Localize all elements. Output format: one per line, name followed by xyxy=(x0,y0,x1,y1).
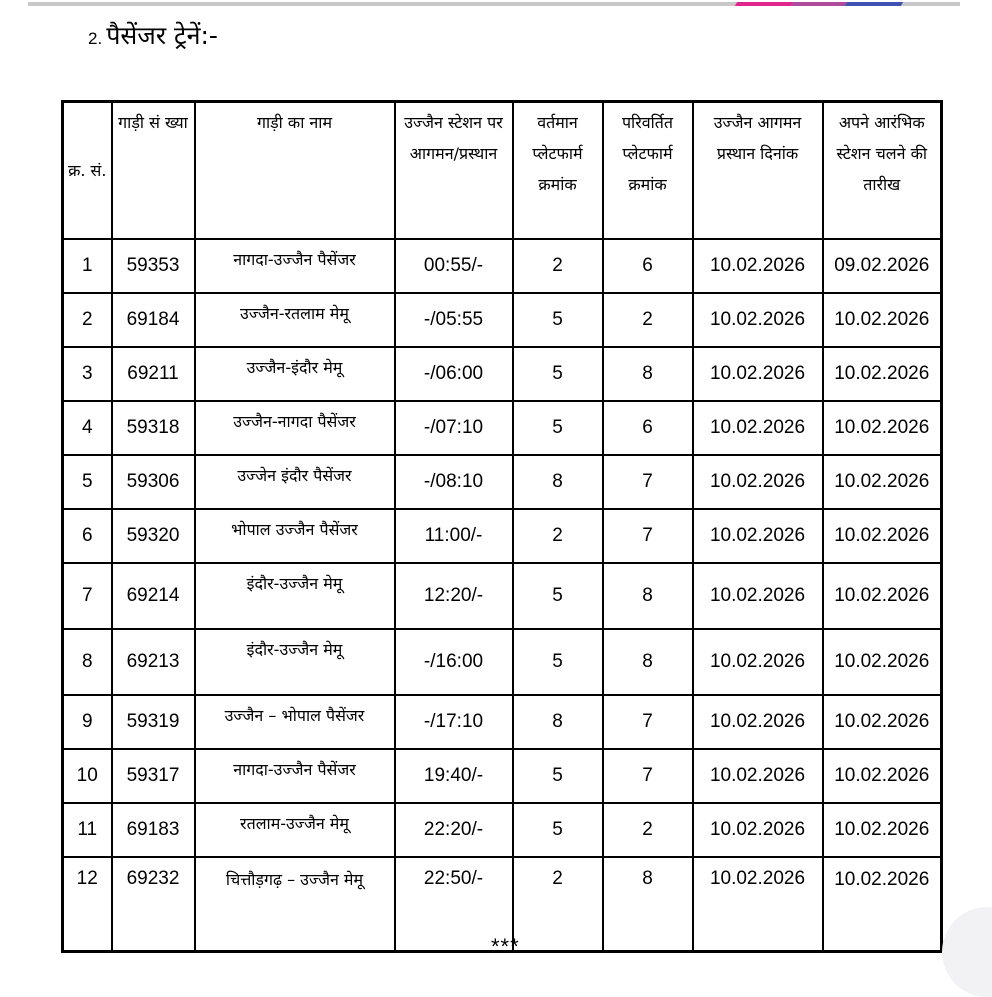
cell-train-number: 59317 xyxy=(112,749,195,803)
cell-changed-platform: 8 xyxy=(603,347,693,401)
cell-time: -/17:10 xyxy=(395,695,513,749)
cell-changed-platform: 6 xyxy=(603,239,693,293)
cell-time: 19:40/- xyxy=(395,749,513,803)
cell-current-platform: 5 xyxy=(513,293,603,347)
cell-time: 00:55/- xyxy=(395,239,513,293)
cell-time: -/08:10 xyxy=(395,455,513,509)
cell-origin-date: 10.02.2026 xyxy=(823,455,942,509)
corner-decoration xyxy=(942,907,992,997)
header-train-number: गाड़ी सं ख्या xyxy=(112,102,195,240)
cell-train-number: 59353 xyxy=(112,239,195,293)
cell-changed-platform: 8 xyxy=(603,563,693,629)
cell-time: -/06:00 xyxy=(395,347,513,401)
cell-current-platform: 5 xyxy=(513,803,603,857)
table-row xyxy=(63,347,942,401)
cell-time: 22:50/- xyxy=(395,857,513,952)
header-accent-blue xyxy=(845,2,903,6)
cell-train-name: इंदौर-उज्जैन मेमू xyxy=(195,563,395,629)
cell-train-number: 59320 xyxy=(112,509,195,563)
cell-time: 11:00/- xyxy=(395,509,513,563)
cell-train-name: नागदा-उज्जैन पैसेंजर xyxy=(195,749,395,803)
cell-current-platform: 2 xyxy=(513,239,603,293)
header-accent-purple xyxy=(791,2,847,6)
cell-train-name: नागदा-उज्जैन पैसेंजर xyxy=(195,239,395,293)
cell-changed-platform: 6 xyxy=(603,401,693,455)
cell-train-number: 59319 xyxy=(112,695,195,749)
cell-train-number: 59318 xyxy=(112,401,195,455)
cell-origin-date: 10.02.2026 xyxy=(823,401,942,455)
cell-time: 22:20/- xyxy=(395,803,513,857)
cell-origin-date: 10.02.2026 xyxy=(823,509,942,563)
cell-origin-date: 10.02.2026 xyxy=(823,803,942,857)
cell-origin-date: 10.02.2026 xyxy=(823,695,942,749)
section-number: 2. xyxy=(88,29,103,48)
cell-time: -/16:00 xyxy=(395,629,513,695)
table-row xyxy=(63,803,942,857)
table-row xyxy=(63,563,942,629)
cell-sr: 1 xyxy=(63,239,112,293)
table-row xyxy=(63,239,942,293)
cell-ujjain-date: 10.02.2026 xyxy=(693,629,823,695)
cell-time: -/07:10 xyxy=(395,401,513,455)
table-row xyxy=(63,293,942,347)
cell-changed-platform: 2 xyxy=(603,293,693,347)
cell-sr: 8 xyxy=(63,629,112,695)
cell-train-name: रतलाम-उज्जैन मेमू xyxy=(195,803,395,857)
cell-train-name: उज्जैन-इंदौर मेमू xyxy=(195,347,395,401)
table-row xyxy=(63,401,942,455)
cell-current-platform: 5 xyxy=(513,749,603,803)
cell-origin-date: 10.02.2026 xyxy=(823,563,942,629)
cell-ujjain-date: 10.02.2026 xyxy=(693,803,823,857)
end-marker: *** xyxy=(491,934,520,959)
cell-sr: 2 xyxy=(63,293,112,347)
section-title: पैसेंजर ट्रेनें:- xyxy=(106,21,218,50)
cell-sr: 9 xyxy=(63,695,112,749)
cell-train-number: 69214 xyxy=(112,563,195,629)
cell-train-number: 69183 xyxy=(112,803,195,857)
cell-origin-date: 10.02.2026 xyxy=(823,749,942,803)
cell-changed-platform: 7 xyxy=(603,455,693,509)
cell-current-platform: 8 xyxy=(513,455,603,509)
cell-train-number: 69232 xyxy=(112,857,195,952)
cell-ujjain-date: 10.02.2026 xyxy=(693,695,823,749)
cell-train-number: 69184 xyxy=(112,293,195,347)
section-heading xyxy=(88,18,218,52)
cell-origin-date: 10.02.2026 xyxy=(823,347,942,401)
passenger-trains-table xyxy=(61,100,943,953)
cell-current-platform: 5 xyxy=(513,629,603,695)
cell-time: -/05:55 xyxy=(395,293,513,347)
cell-ujjain-date: 10.02.2026 xyxy=(693,401,823,455)
table-row xyxy=(63,455,942,509)
cell-changed-platform: 7 xyxy=(603,509,693,563)
header-arrival-departure: उज्जैन स्टेशन पर आगमन/प्रस्थान xyxy=(395,102,513,240)
cell-train-name: उज्जैन – भोपाल पैसेंजर xyxy=(195,695,395,749)
cell-origin-date: 09.02.2026 xyxy=(823,239,942,293)
header-train-name: गाड़ी का नाम xyxy=(195,102,395,240)
cell-current-platform: 2 xyxy=(513,857,603,952)
cell-train-name: उज्जैन-नागदा पैसेंजर xyxy=(195,401,395,455)
cell-changed-platform: 7 xyxy=(603,749,693,803)
header-sr: क्र. सं. xyxy=(63,102,112,240)
header-origin-date: अपने आरंभिक स्टेशन चलने की तारीख xyxy=(823,102,942,240)
cell-origin-date: 10.02.2026 xyxy=(823,857,942,952)
cell-ujjain-date: 10.02.2026 xyxy=(693,857,823,952)
table-row xyxy=(63,509,942,563)
table-row xyxy=(63,749,942,803)
cell-current-platform: 5 xyxy=(513,347,603,401)
cell-ujjain-date: 10.02.2026 xyxy=(693,239,823,293)
cell-current-platform: 8 xyxy=(513,695,603,749)
cell-train-name: भोपाल उज्जैन पैसेंजर xyxy=(195,509,395,563)
table-header-row xyxy=(63,102,942,240)
cell-current-platform: 2 xyxy=(513,509,603,563)
cell-sr: 6 xyxy=(63,509,112,563)
cell-train-number: 69213 xyxy=(112,629,195,695)
cell-train-name: इंदौर-उज्जैन मेमू xyxy=(195,629,395,695)
cell-sr: 3 xyxy=(63,347,112,401)
header-current-platform: वर्तमान प्लेटफार्म क्रमांक xyxy=(513,102,603,240)
cell-train-name: उज्जैन-रतलाम मेमू xyxy=(195,293,395,347)
cell-current-platform: 5 xyxy=(513,563,603,629)
cell-sr: 11 xyxy=(63,803,112,857)
cell-changed-platform: 2 xyxy=(603,803,693,857)
cell-current-platform: 5 xyxy=(513,401,603,455)
cell-train-number: 59306 xyxy=(112,455,195,509)
table-row xyxy=(63,695,942,749)
table-row xyxy=(63,629,942,695)
cell-ujjain-date: 10.02.2026 xyxy=(693,509,823,563)
cell-ujjain-date: 10.02.2026 xyxy=(693,749,823,803)
cell-sr: 7 xyxy=(63,563,112,629)
cell-origin-date: 10.02.2026 xyxy=(823,293,942,347)
cell-sr: 4 xyxy=(63,401,112,455)
cell-ujjain-date: 10.02.2026 xyxy=(693,293,823,347)
cell-train-name: चित्तौड़गढ़ – उज्जैन मेमू xyxy=(195,857,395,952)
cell-time: 12:20/- xyxy=(395,563,513,629)
cell-sr: 12 xyxy=(63,857,112,952)
header-changed-platform: परिवर्तित प्लेटफार्म क्रमांक xyxy=(603,102,693,240)
cell-changed-platform: 7 xyxy=(603,695,693,749)
cell-train-number: 69211 xyxy=(112,347,195,401)
cell-changed-platform: 8 xyxy=(603,629,693,695)
cell-train-name: उज्जेन इंदौर पैसेंजर xyxy=(195,455,395,509)
header-ujjain-date: उज्जैन आगमन प्रस्थान दिनांक xyxy=(693,102,823,240)
cell-sr: 5 xyxy=(63,455,112,509)
header-accent-pink xyxy=(735,2,793,6)
cell-ujjain-date: 10.02.2026 xyxy=(693,455,823,509)
cell-ujjain-date: 10.02.2026 xyxy=(693,347,823,401)
cell-sr: 10 xyxy=(63,749,112,803)
cell-origin-date: 10.02.2026 xyxy=(823,629,942,695)
cell-ujjain-date: 10.02.2026 xyxy=(693,563,823,629)
cell-changed-platform: 8 xyxy=(603,857,693,952)
